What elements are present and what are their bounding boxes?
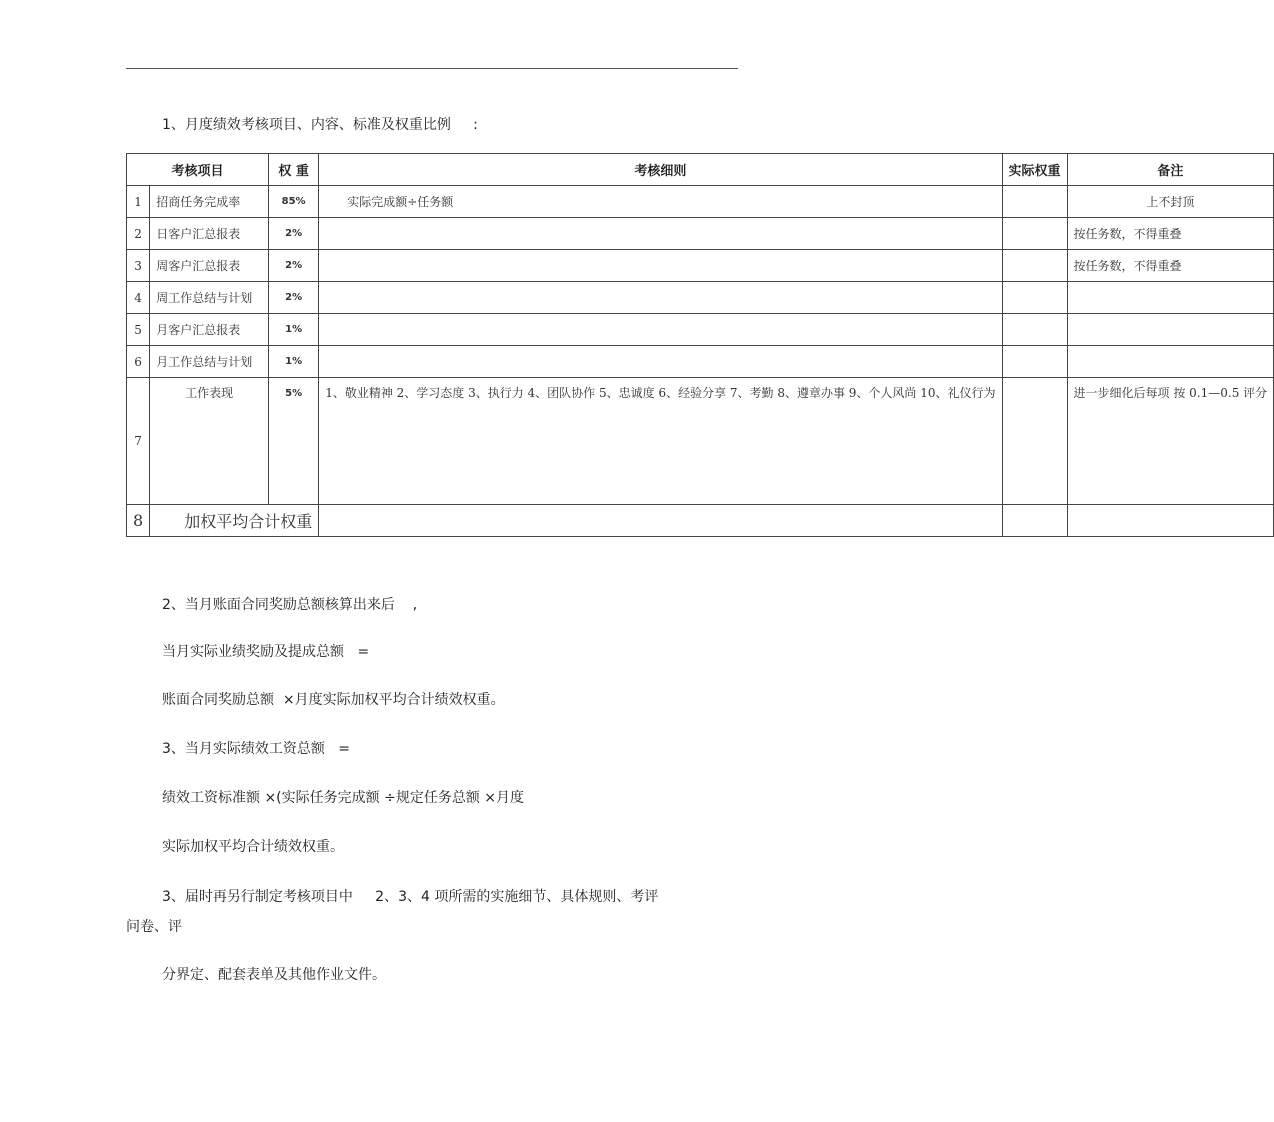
row-number: 3: [127, 250, 150, 282]
row-actual: [1002, 218, 1067, 250]
row-note: 进一步细化后每项 按 0.1—0.5 评分: [1067, 378, 1274, 505]
kpi-table: [126, 153, 1274, 537]
table-row: [127, 378, 1274, 505]
header-rule: [126, 68, 738, 69]
paragraph-3-line-1: 3、当月实际绩效工资总额 =: [162, 741, 350, 757]
row-weight: 2%: [269, 282, 319, 314]
row-note: [1067, 282, 1274, 314]
paragraph-3-line-2: 绩效工资标准额 ×(实际任务完成额 ÷规定任务总额 ×月度: [162, 790, 525, 806]
table-row: [127, 314, 1274, 346]
paragraph-4-line-3: 分界定、配套表单及其他作业文件。: [162, 967, 386, 983]
row-actual: [1002, 282, 1067, 314]
row-number: 1: [127, 186, 150, 218]
paragraph-3-line-3: 实际加权平均合计绩效权重。: [162, 839, 344, 855]
row-item: 周客户汇总报表: [150, 250, 269, 282]
row-item: 工作表现: [150, 378, 269, 505]
row-detail: [319, 250, 1002, 282]
section-heading-1: 1、月度绩效考核项目、内容、标准及权重比例 :: [162, 117, 478, 133]
row-note: [1067, 346, 1274, 378]
row-actual: [1002, 505, 1067, 537]
row-weight: 5%: [269, 378, 319, 505]
row-actual: [1002, 250, 1067, 282]
header-detail: 考核细则: [319, 154, 1002, 186]
row-number: 2: [127, 218, 150, 250]
row-item: 日客户汇总报表: [150, 218, 269, 250]
row-note: 上不封顶: [1067, 186, 1274, 218]
table-row: [127, 218, 1274, 250]
row-actual: [1002, 314, 1067, 346]
row-note: 按任务数，不得重叠: [1067, 218, 1274, 250]
row-note: [1067, 314, 1274, 346]
row-actual: [1002, 186, 1067, 218]
row-item: 周工作总结与计划: [150, 282, 269, 314]
row-number: 6: [127, 346, 150, 378]
row-item: 月客户汇总报表: [150, 314, 269, 346]
row-detail: [319, 314, 1002, 346]
table-header-row: [127, 154, 1274, 186]
header-note: 备注: [1067, 154, 1274, 186]
row-actual: [1002, 346, 1067, 378]
row-weight: 2%: [269, 250, 319, 282]
row-detail: [319, 282, 1002, 314]
row-actual: [1002, 378, 1067, 505]
row-number: 7: [127, 378, 150, 505]
row-note: 按任务数，不得重叠: [1067, 250, 1274, 282]
row-item: 加权平均合计权重: [150, 505, 319, 537]
row-weight: 2%: [269, 218, 319, 250]
header-weight: 权 重: [269, 154, 319, 186]
row-item: 招商任务完成率: [150, 186, 269, 218]
row-weight: 85%: [269, 186, 319, 218]
table-row: [127, 505, 1274, 537]
table-row: [127, 346, 1274, 378]
row-number: 5: [127, 314, 150, 346]
row-detail: [319, 346, 1002, 378]
paragraph-4-line-2: 问卷、评: [126, 919, 182, 935]
table-row: [127, 250, 1274, 282]
row-detail: 实际完成额÷任务额: [319, 186, 1002, 218]
row-number: 4: [127, 282, 150, 314]
row-weight: 1%: [269, 314, 319, 346]
table-row: [127, 186, 1274, 218]
row-number: 8: [127, 505, 150, 537]
paragraph-2-line-3: 账面合同奖励总额 ×月度实际加权平均合计绩效权重。: [162, 692, 505, 708]
header-item: 考核项目: [127, 154, 269, 186]
paragraph-2-line-2: 当月实际业绩奖励及提成总额 =: [162, 644, 370, 660]
paragraph-4-line-1: 3、届时再另行制定考核项目中 2、3、4 项所需的实施细节、具体规则、考评: [162, 889, 659, 905]
paragraph-2-line-1: 2、当月账面合同奖励总额核算出来后 ,: [162, 597, 418, 613]
row-note: [1067, 505, 1274, 537]
row-weight: 1%: [269, 346, 319, 378]
row-detail: 1、敬业精神 2、学习态度 3、执行力 4、团队协作 5、忠诚度 6、经验分享 7、考勤 8、遵章办事 9、个人风尚 10、礼仪行为: [319, 378, 1002, 505]
header-actual-weight: 实际权重: [1002, 154, 1067, 186]
row-detail: [319, 218, 1002, 250]
row-item: 月工作总结与计划: [150, 346, 269, 378]
table-row: [127, 282, 1274, 314]
row-detail: [319, 505, 1002, 537]
